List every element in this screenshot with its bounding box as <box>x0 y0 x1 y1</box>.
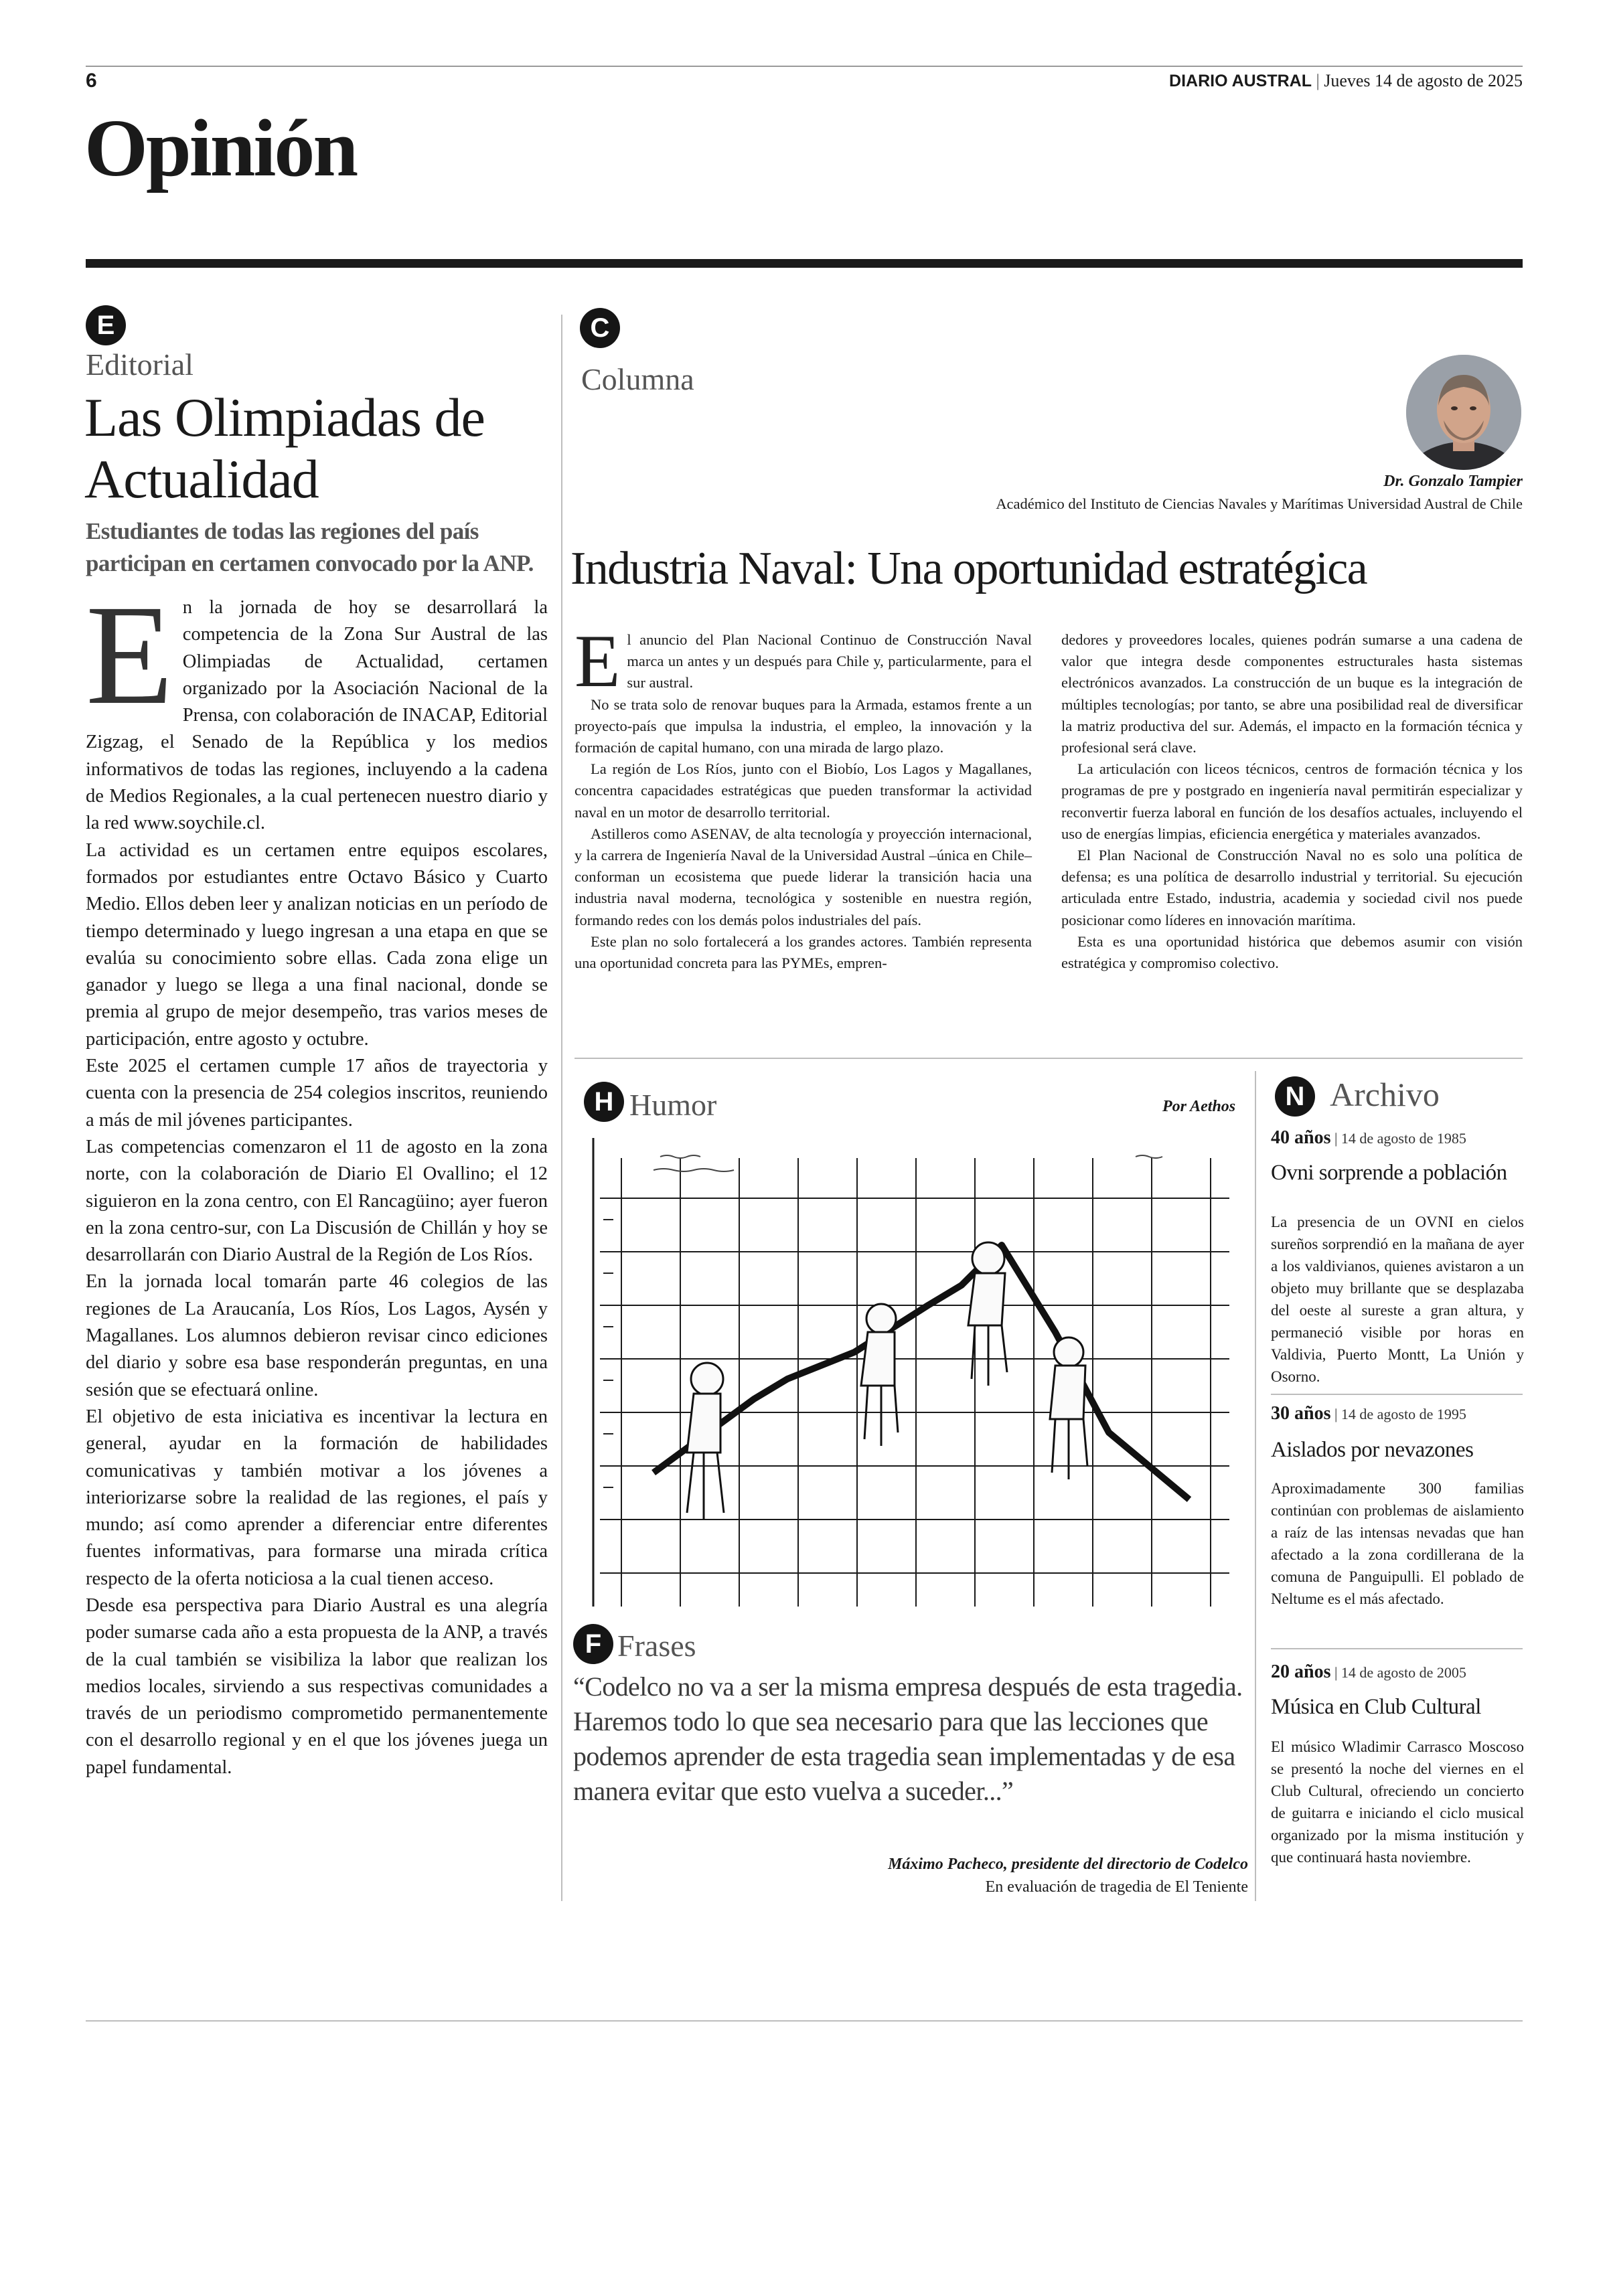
editorial-title-line-1: Las Olimpiadas de <box>84 387 485 448</box>
author-photo <box>1406 355 1521 470</box>
column-paragraph: Este plan no solo fortalecerá a los grandes actores. También representa una oportunidad concreta para las PYMEs, empren- <box>575 932 1032 972</box>
editorial-paragraph: La actividad es un certamen entre equipos escolares, formados por estudiantes entre Octavo Básico y Cuarto Medio. Ellos deben leer y analizan noticias en un período de tiempo determinado y luego ingresan a una etapa en que se evalúa su conocimiento sobre ellas. Cada zona elige un ganador y luego se llega a una final nacional, donde se premia al grupo de mejor desempeño, tras varios meses de participación, entre agosto y octubre. <box>86 839 548 1050</box>
column-paragraph: l anuncio del Plan Nacional Continuo de Construcción Naval marca un antes y un después para Chile y, particularmente, para el sur austral. <box>627 631 1032 691</box>
archivo-item-title: Aislados por nevazones <box>1271 1438 1474 1462</box>
frases-context: En evaluación de tragedia de El Teniente <box>985 1878 1248 1896</box>
editorial-badge: E <box>86 305 126 345</box>
column-author-role: Académico del Instituto de Ciencias Navales y Marítimas Universidad Austral de Chile <box>996 495 1523 512</box>
editorial-paragraph: En la jornada local tomarán parte 46 colegios de las regiones de La Araucanía, Los Ríos, Los Lagos, Aysén y Magallanes. Los alumnos debieron revisar cinco ediciones del diario y sobre esa base responderán preguntas, en una sesión que se efectuará online. <box>86 1271 548 1400</box>
archivo-item-text: El músico Wladimir Carrasco Moscoso se presentó la noche del viernes en el Club Cultural, ofreciendo un concierto de guitarra e iniciando el ciclo musical organizado por la misma institución y que continuará hasta noviembre. <box>1271 1738 1524 1866</box>
archivo-divider <box>1271 1394 1523 1395</box>
archivo-kicker: Archivo <box>1330 1076 1440 1113</box>
archivo-item-date: 14 de agosto de 1985 <box>1341 1130 1466 1147</box>
archivo-item <box>1271 1661 1524 1868</box>
archivo-item <box>1271 1403 1524 1610</box>
archivo-item-date-separator: | <box>1330 1130 1341 1147</box>
archivo-item-years: 30 años <box>1271 1403 1331 1424</box>
bottom-rule <box>86 2020 1523 2022</box>
archivo-badge: N <box>1275 1076 1315 1117</box>
editorial-paragraph: Este 2025 el certamen cumple 17 años de trayectoria y cuenta con la presencia de 254 colegios inscritos, reuniendo a más de mil jóvenes participantes. <box>86 1056 548 1131</box>
column-body-col2 <box>1061 629 1523 974</box>
column-paragraph: Esta es una oportunidad histórica que debemos asumir con visión estratégica y compromiso colectivo. <box>1061 932 1523 972</box>
editorial-title-line-2: Actualidad <box>84 448 319 509</box>
publication-name: DIARIO AUSTRAL <box>1169 72 1312 90</box>
column-paragraph: La región de Los Ríos, junto con el Biobío, Los Lagos y Magallanes, concentra capacidades estratégicas que pueden transformar la actividad naval en un motor de desarrollo territorial. <box>575 760 1032 821</box>
editorial-paragraph: Desde esa perspectiva para Diario Austral es una alegría poder sumarse cada año a esta propuesta de la ANP, a través de la cual también se visibiliza la labor que realizan los medios locales, sirviendo a sus respectivas comunidades a través de un periodismo comprometido permanentemente con el desarrollo regional y en el que los jóvenes juega un papel fundamental. <box>86 1594 548 1778</box>
editorial-paragraph: n la jornada de hoy se desarrollará la competencia de la Zona Sur Austral de las Olimpiadas de Actualidad, certamen organizado por la Asociación Nacional de la Prensa, con colaboración de INACAP, Editorial Zigzag, el Senado de la República y los medios informativos de todas las regiones, incluyendo a la cadena de Medios Regionales, a la cual pertenecen nuestro diario y la red www.soychile.cl. <box>86 597 548 834</box>
editorial-body <box>86 576 548 1781</box>
frases-badge: F <box>573 1624 613 1664</box>
page-number: 6 <box>86 70 97 92</box>
section-rule <box>86 259 1523 268</box>
section-title: Opinión <box>84 103 357 193</box>
editorial-dropcap: E <box>86 576 173 734</box>
frases-attribution: Máximo Pacheco, presidente del directorio de Codelco <box>888 1856 1248 1873</box>
archivo-item-text: La presencia de un OVNI en cielos sureños sorprendió en la mañana de ayer a los valdivianos, quienes avistaron a un objeto muy brillante que se desplazaba del oeste al sureste a gran altura, y permaneció visible por horas en Valdivia, Puerto Montt, La Unión y Osorno. <box>1271 1214 1524 1385</box>
editorial-kicker: Editorial <box>86 347 194 382</box>
column-paragraph: Astilleros como ASENAV, de alta tecnología y proyección internacional, y la carrera de Ingeniería Naval de la Universidad Austral –única en Chile– conforman un ecosistema que puede liderar la transición hacia una industria naval moderna, tecnológica y sostenible en nuestra región, formando redes con los demás polos industriales del país. <box>575 825 1032 928</box>
archivo-item-text: Aproximadamente 300 familias continúan con problemas de aislamiento a raíz de las intensas nevadas que han afectado a la zona cordillerana de la comuna de Panguipulli. El poblado de Neltume es el más afectado. <box>1271 1480 1524 1607</box>
editorial-subtitle-line-2: participan en certamen convocado por la ANP. <box>86 550 534 576</box>
archivo-item-title: Música en Club Cultural <box>1271 1695 1481 1719</box>
humor-kicker: Humor <box>629 1088 717 1122</box>
archivo-item-date-separator: | <box>1330 1406 1341 1422</box>
column-paragraph: dedores y proveedores locales, quienes podrán sumarse a una cadena de valor que integra desde componentes estructurales hasta sistemas electrónicos avanzados. La construcción de un buque es la integración de múltiples tecnologías; por tanto, se abre una posibilidad real de diversificar la matriz productiva del sur. Además, el impacto en la formación técnica y profesional será clave. <box>1061 631 1523 756</box>
editorial-title <box>84 387 485 510</box>
humor-credit: Por Aethos <box>1162 1098 1236 1115</box>
column-divider-left <box>561 315 562 1901</box>
archivo-item <box>1271 1127 1524 1388</box>
archivo-item-date: 14 de agosto de 1995 <box>1341 1406 1466 1422</box>
archivo-item-title: Ovni sorprende a población <box>1271 1161 1507 1185</box>
archivo-item-date: 14 de agosto de 2005 <box>1341 1664 1466 1681</box>
column-body-col1 <box>575 620 1032 974</box>
author-portrait-graphic <box>1406 355 1521 470</box>
editorial-paragraph: El objetivo de esta iniciativa es incentivar la lectura en general, ayudar en la formación de habilidades comunicativas y también motivar a los jóvenes a interiorizarse sobre la realidad de las regiones, el país y mundo; así como aprender a diferenciar entre diferentes fuentes informativas, para formarse una mirada crítica respecto de la oferta noticiosa a la cual tienen acceso. <box>86 1406 548 1589</box>
humor-cartoon <box>587 1138 1243 1613</box>
column-divider-mid <box>1255 1071 1256 1901</box>
masthead <box>1169 71 1523 91</box>
column-paragraph: La articulación con liceos técnicos, centros de formación técnica y los programas de pre y postgrado en ingeniería naval permitirán especializar y reconvertir fuerza laboral en función de los desafíos actuales, incluyendo el uso de energías limpias, eficiencia energética y materiales avanzados. <box>1061 760 1523 842</box>
column-paragraph: No se trata solo de renovar buques para la Armada, estamos frente a un proyecto-país que impulsa la industria, el empleo, la innovación y la formación de capital humano, con una mirada de largo plazo. <box>575 695 1032 756</box>
column-author-name: Dr. Gonzalo Tampier <box>1383 473 1523 490</box>
editorial-subtitle <box>86 515 534 580</box>
column-kicker: Columna <box>581 362 694 396</box>
column-bottom-rule <box>575 1058 1523 1059</box>
column-paragraph: El Plan Nacional de Construcción Naval no es solo una política de defensa; es una política de desarrollo industrial y territorial. Su ejecución articulada entre Estado, industria, academia y sociedad civil nos puede posicionar como líderes en innovación marítima. <box>1061 847 1523 928</box>
masthead-separator: | <box>1316 71 1324 90</box>
top-rule <box>86 66 1523 67</box>
editorial-subtitle-line-1: Estudiantes de todas las regiones del país <box>86 518 479 544</box>
archivo-item-years: 40 años <box>1271 1127 1331 1148</box>
archivo-divider <box>1271 1648 1523 1649</box>
column-dropcap: E <box>575 620 621 703</box>
column-badge: C <box>580 308 620 348</box>
archivo-item-date-separator: | <box>1330 1664 1341 1681</box>
publication-date: Jueves 14 de agosto de 2025 <box>1324 71 1523 90</box>
archivo-item-years: 20 años <box>1271 1661 1331 1682</box>
frases-kicker: Frases <box>617 1629 696 1663</box>
frases-quote: “Codelco no va a ser la misma empresa después de esta tragedia. Haremos todo lo que sea necesario para que las lecciones que podemos aprender de esta tragedia sean implementadas y de esa manera evitar que esto vuelva a suceder...” <box>573 1671 1243 1806</box>
humor-badge: H <box>584 1082 624 1122</box>
column-title: Industria Naval: Una oportunidad estratégica <box>570 543 1367 594</box>
cartoon-drawing <box>587 1138 1243 1613</box>
editorial-paragraph: Las competencias comenzaron el 11 de agosto en la zona norte, con la colaboración de Diario El Ovallino; el 12 siguieron en la zona centro, con El Rancagüino; ayer fueron en la zona centro-sur, con La Discusión de Chillán y hoy se desarrollarán con Diario Austral de la Región de Los Ríos. <box>86 1136 548 1266</box>
